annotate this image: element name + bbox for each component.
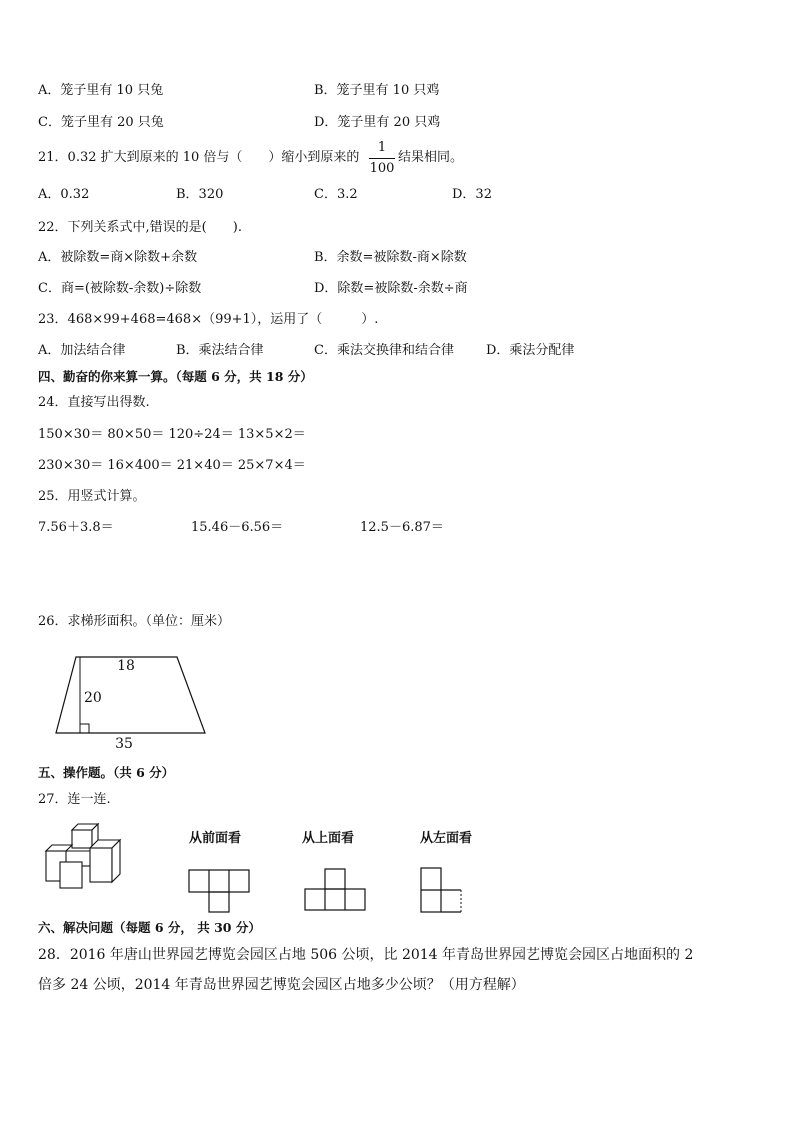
q21-stem-end: 结果相同。 xyxy=(398,150,464,165)
q25-expression-3: 12.5－6.87＝ xyxy=(360,520,444,535)
q24-stem: 24．直接写出得数. xyxy=(38,395,150,410)
section-5-heading: 五、操作题。（共 6 分） xyxy=(38,765,175,780)
q24-row-1: 150×30＝ 80×50＝ 120÷24＝ 13×5×2＝ xyxy=(38,427,306,442)
q22-option-a: A．被除数=商×除数+余数 xyxy=(38,250,198,265)
q22-option-c: C．商=(被除数-余数)÷除数 xyxy=(38,281,202,296)
q25-expression-2: 15.46－6.56＝ xyxy=(191,520,284,535)
q26-stem: 26．求梯形面积。（单位：厘米） xyxy=(38,614,231,629)
q20-option-a: A．笼子里有 10 只兔 xyxy=(38,83,164,98)
q22-option-b: B．余数=被除数-商×除数 xyxy=(314,250,467,265)
q21-option-c: C．3.2 xyxy=(314,187,358,202)
q20-option-b: B．笼子里有 10 只鸡 xyxy=(314,83,440,98)
top-view-label: 从上面看 xyxy=(302,831,355,846)
q28-line-1: 28．2016 年唐山世界园艺博览会园区占地 506 公顷，比 2014 年青岛世界园艺博览会园区占地面积的 2 xyxy=(38,947,694,963)
q20-option-c: C．笼子里有 20 只兔 xyxy=(38,115,164,130)
q21-option-d: D．32 xyxy=(452,187,492,202)
q23-stem: 23．468×99+468=468×（99+1），运用了（ ）. xyxy=(38,312,379,327)
front-view-label: 从前面看 xyxy=(189,831,242,846)
q21-fraction-numerator: 1 xyxy=(377,140,387,155)
q21-stem: 21．0.32 扩大到原来的 10 倍与（ ）缩小到原来的 xyxy=(38,150,360,165)
trapezoid-height-label: 20 xyxy=(84,690,102,706)
q27-stem: 27．连一连. xyxy=(38,792,111,807)
q23-option-a: A．加法结合律 xyxy=(38,343,126,358)
q23-option-c: C．乘法交换律和结合律 xyxy=(314,343,454,358)
q25-expression-1: 7.56＋3.8＝ xyxy=(38,520,114,535)
q21-fraction-denominator: 100 xyxy=(369,161,395,176)
q23-option-b: B．乘法结合律 xyxy=(176,343,264,358)
section-4-heading: 四、勤奋的你来算一算。（每题 6 分，共 18 分） xyxy=(38,369,313,384)
q22-option-d: D．除数=被除数-余数÷商 xyxy=(314,281,468,296)
q22-stem: 22．下列关系式中,错误的是( ). xyxy=(38,220,242,235)
left-view-label: 从左面看 xyxy=(420,831,473,846)
trapezoid-bottom-label: 35 xyxy=(115,736,133,752)
q25-stem: 25．用竖式计算。 xyxy=(38,489,146,504)
q23-option-d: D．乘法分配律 xyxy=(486,343,575,358)
q28-line-2: 倍多 24 公顷，2014 年青岛世界园艺博览会园区占地多少公顷？（用方程解） xyxy=(38,977,525,993)
q21-option-a: A．0.32 xyxy=(38,187,90,202)
trapezoid-top-label: 18 xyxy=(117,658,135,674)
section-6-heading: 六、解决问题（每题 6 分， 共 30 分） xyxy=(38,920,261,935)
q21-option-b: B．320 xyxy=(176,187,224,202)
q20-option-d: D．笼子里有 20 只鸡 xyxy=(314,115,441,130)
q24-row-2: 230×30＝ 16×400＝ 21×40＝ 25×7×4＝ xyxy=(38,458,306,473)
